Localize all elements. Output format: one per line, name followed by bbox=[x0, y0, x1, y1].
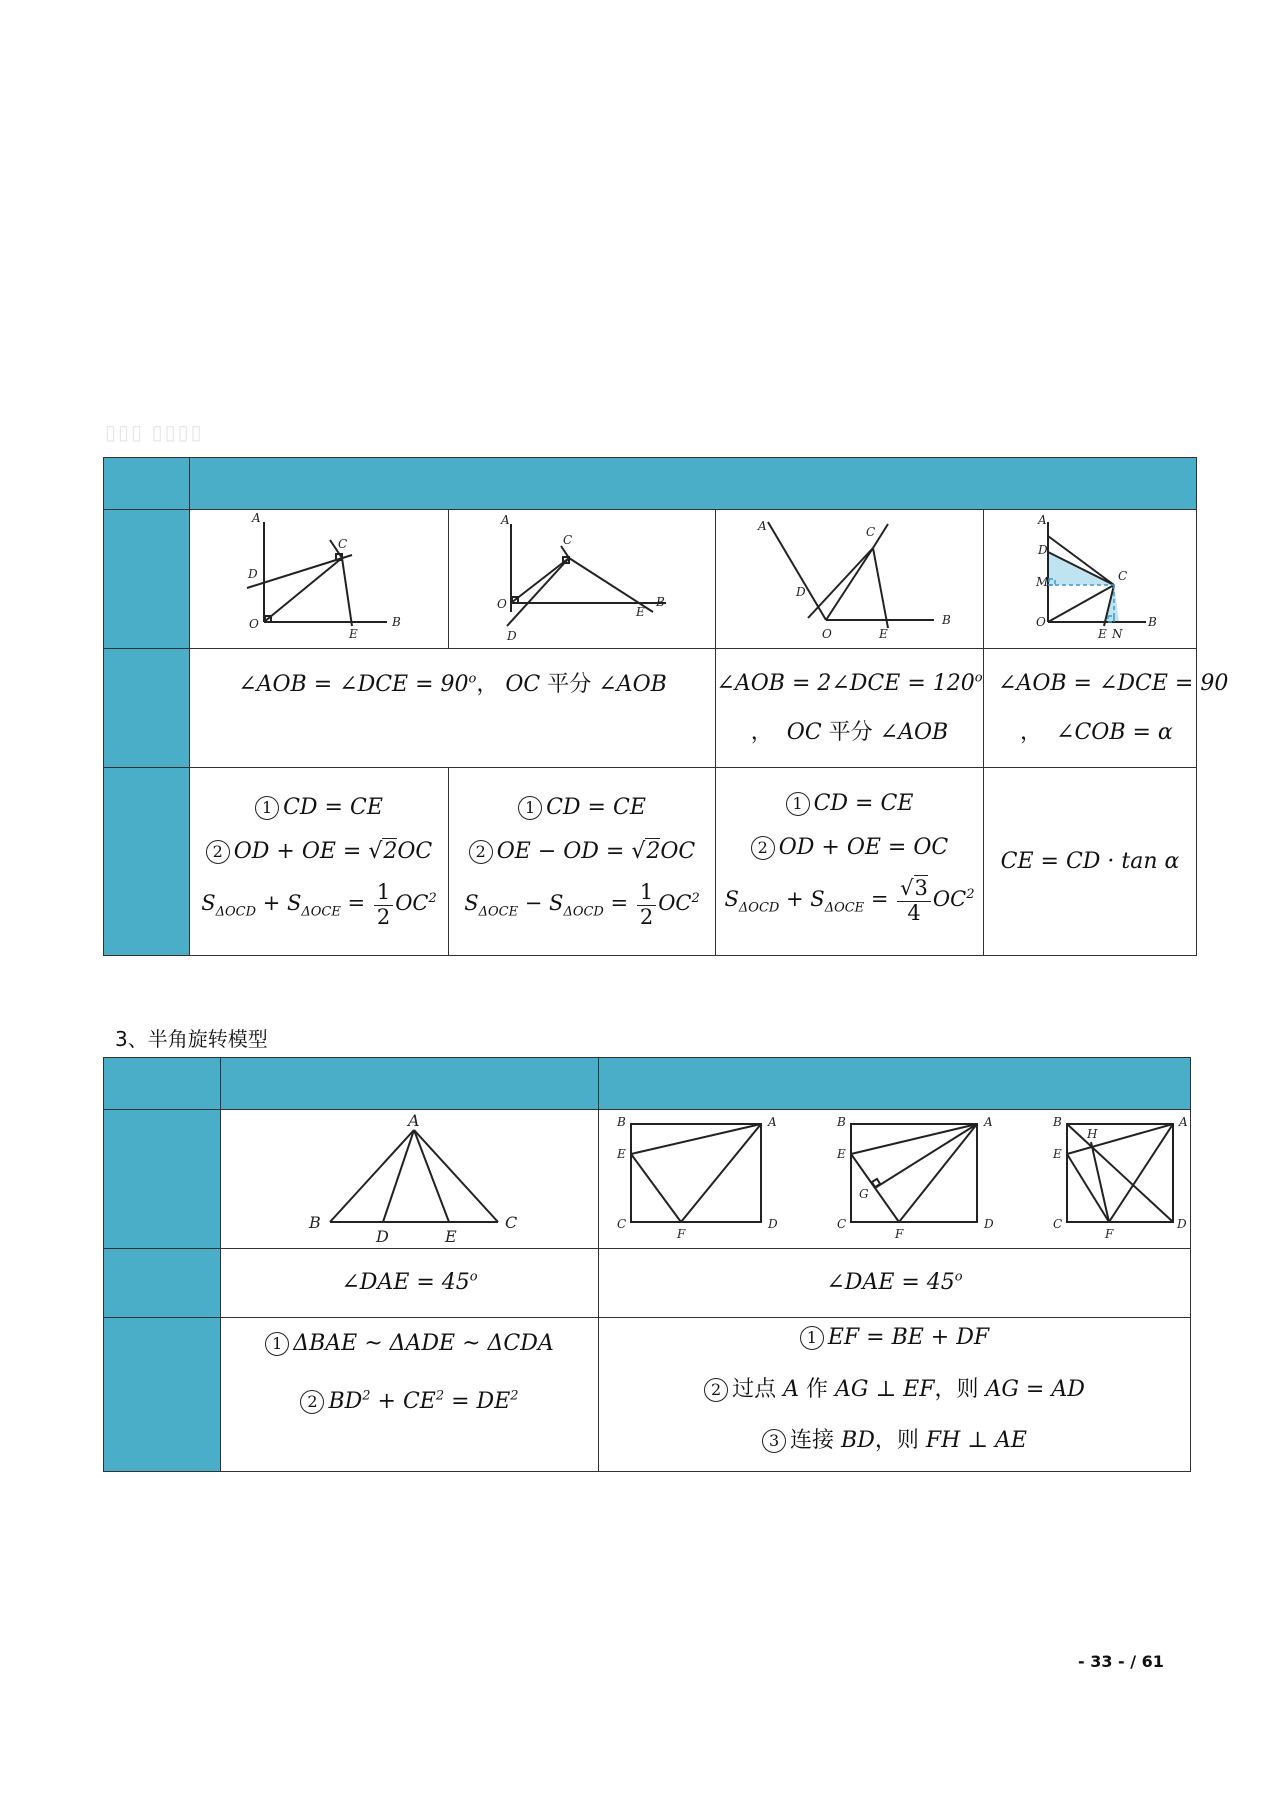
header-col-left bbox=[221, 1058, 599, 1110]
label-C: C bbox=[836, 1217, 846, 1231]
page-number: - 33 - / 61 bbox=[1078, 1652, 1164, 1671]
label-A: A bbox=[251, 511, 261, 525]
faint-header-text: ▯▯▯ ▯▯▯▯ bbox=[105, 422, 204, 444]
row-label-condition bbox=[104, 649, 190, 768]
figure-2-diagram bbox=[451, 510, 714, 644]
conclusion-cell-1 bbox=[190, 768, 449, 956]
section-heading: 3、半角旋转模型 bbox=[115, 1027, 268, 1051]
label-A: A bbox=[500, 513, 510, 527]
label-E: E bbox=[616, 1147, 626, 1161]
row-label-figure bbox=[104, 510, 190, 649]
conclusion-left-cell bbox=[221, 1318, 599, 1472]
label-F: F bbox=[1104, 1227, 1113, 1241]
label-O: O bbox=[248, 617, 259, 631]
label-D: D bbox=[375, 1227, 389, 1246]
header-col-right bbox=[599, 1058, 1191, 1110]
conclusion-1: 1 CD = CE 2 OD + OE = √2OC $S_{\Delta OCD} + S_{\Delta OCE}$ = $\frac{1}{2}$ $OC^2$ bbox=[201, 795, 437, 929]
label-B: B bbox=[1147, 615, 1157, 629]
label-B: B bbox=[616, 1115, 626, 1129]
label-E: E bbox=[836, 1147, 846, 1161]
conclusion-right-cell bbox=[599, 1318, 1191, 1472]
condition-3: ∠AOB = 2∠DCE = $120^o$ ， OC 平分 ∠AOB bbox=[716, 670, 983, 745]
header-label-cell bbox=[104, 458, 190, 510]
label-E: E bbox=[348, 627, 358, 641]
label-D: D bbox=[795, 585, 806, 599]
label-O: O bbox=[496, 597, 507, 611]
row-label-figure bbox=[104, 1110, 221, 1249]
label-A: A bbox=[1037, 513, 1047, 527]
label-C: C bbox=[562, 533, 572, 547]
conclusion-3: 1 CD = CE 2 OD + OE = OC $S_{\Delta OCD} + S_{\Delta OCE}$ = $\frac{√3}{4}$ $OC^2$ bbox=[724, 791, 975, 925]
conclusion-cell-2 bbox=[449, 768, 716, 956]
condition-cell-1-2 bbox=[190, 649, 716, 768]
label-B: B bbox=[391, 615, 401, 629]
condition-right-cell bbox=[599, 1249, 1191, 1318]
label-B: B bbox=[308, 1213, 321, 1232]
label-M: M bbox=[1035, 575, 1048, 589]
label-C: C bbox=[337, 537, 347, 551]
figure-triangle-cell bbox=[221, 1110, 599, 1249]
label-C: C bbox=[1117, 569, 1127, 583]
table-rotation-models bbox=[103, 457, 1229, 956]
figure-1-cell bbox=[190, 510, 449, 649]
condition-1: ∠AOB = ∠DCE = $90^o$， OC 平分 ∠AOB bbox=[238, 671, 667, 697]
label-E: E bbox=[635, 605, 645, 619]
label-E: E bbox=[1097, 627, 1107, 641]
row-label-condition bbox=[104, 1249, 221, 1318]
triangle-diagram bbox=[223, 1110, 597, 1244]
label-C: C bbox=[504, 1213, 517, 1232]
label-D: D bbox=[506, 629, 517, 643]
condition-4: ∠AOB = ∠DCE = 90 ， ∠COB = α bbox=[998, 670, 1229, 745]
conclusion-cell-3 bbox=[716, 768, 984, 956]
figure-3-diagram bbox=[718, 510, 982, 644]
conclusion-left: 1 ΔBAE ~ ΔADE ~ ΔCDA 2 $BD^2 + CE^2 = DE^2$ bbox=[221, 1330, 598, 1415]
label-B: B bbox=[836, 1115, 846, 1129]
label-A: A bbox=[407, 1111, 420, 1130]
squares-diagram bbox=[601, 1110, 1189, 1244]
label-H: H bbox=[1086, 1127, 1097, 1141]
label-C: C bbox=[1052, 1217, 1062, 1231]
conclusion-4: CE = CD · tan α bbox=[1000, 848, 1180, 874]
label-B: B bbox=[1052, 1115, 1062, 1129]
label-O: O bbox=[821, 627, 832, 641]
figure-2-cell bbox=[449, 510, 716, 649]
label-D: D bbox=[1176, 1217, 1187, 1231]
label-F: F bbox=[676, 1227, 685, 1241]
label-B: B bbox=[941, 613, 951, 627]
conclusion-right: 1 EF = BE + DF 2 过点 A 作 AG ⊥ EF，则 AG = AD 3 连接 BD，则 FH ⊥ AE bbox=[599, 1324, 1190, 1455]
conclusion-2: 1 CD = CE 2 OE − OD = √2OC $S_{\Delta OCE} - S_{\Delta OCD}$ = $\frac{1}{2}$ $OC^2$ bbox=[464, 795, 700, 929]
label-D: D bbox=[247, 567, 258, 581]
label-O: O bbox=[1035, 615, 1046, 629]
row-label-conclusion bbox=[104, 768, 190, 956]
label-G: G bbox=[858, 1187, 869, 1201]
label-D: D bbox=[1037, 543, 1048, 557]
condition-cell-4 bbox=[984, 649, 1229, 768]
table-half-angle-rotation bbox=[103, 1057, 1191, 1472]
condition-cell-3 bbox=[716, 649, 984, 768]
label-D: D bbox=[983, 1217, 994, 1231]
label-B: B bbox=[655, 595, 665, 609]
figure-1-diagram bbox=[192, 510, 447, 644]
figure-4-diagram bbox=[986, 510, 1195, 644]
condition-left-cell bbox=[221, 1249, 599, 1318]
label-E: E bbox=[444, 1227, 457, 1246]
header-label-cell bbox=[104, 1058, 221, 1110]
condition-left: ∠DAE = $45^o$ bbox=[341, 1269, 478, 1296]
label-E: E bbox=[1052, 1147, 1062, 1161]
header-title-cell bbox=[190, 458, 1197, 510]
figure-3-cell bbox=[716, 510, 984, 649]
label-A: A bbox=[757, 519, 767, 533]
figure-4-cell bbox=[984, 510, 1197, 649]
label-A: A bbox=[1178, 1115, 1188, 1129]
conclusion-cell-4 bbox=[984, 768, 1197, 956]
label-A: A bbox=[983, 1115, 993, 1129]
row-label-conclusion bbox=[104, 1318, 221, 1472]
label-C: C bbox=[616, 1217, 626, 1231]
figure-squares-cell bbox=[599, 1110, 1191, 1249]
condition-right: ∠DAE = $45^o$ bbox=[826, 1269, 963, 1296]
label-A: A bbox=[767, 1115, 777, 1129]
label-D: D bbox=[767, 1217, 778, 1231]
label-N: N bbox=[1111, 627, 1122, 641]
label-C: C bbox=[865, 525, 875, 539]
label-E: E bbox=[878, 627, 888, 641]
label-F: F bbox=[894, 1227, 903, 1241]
